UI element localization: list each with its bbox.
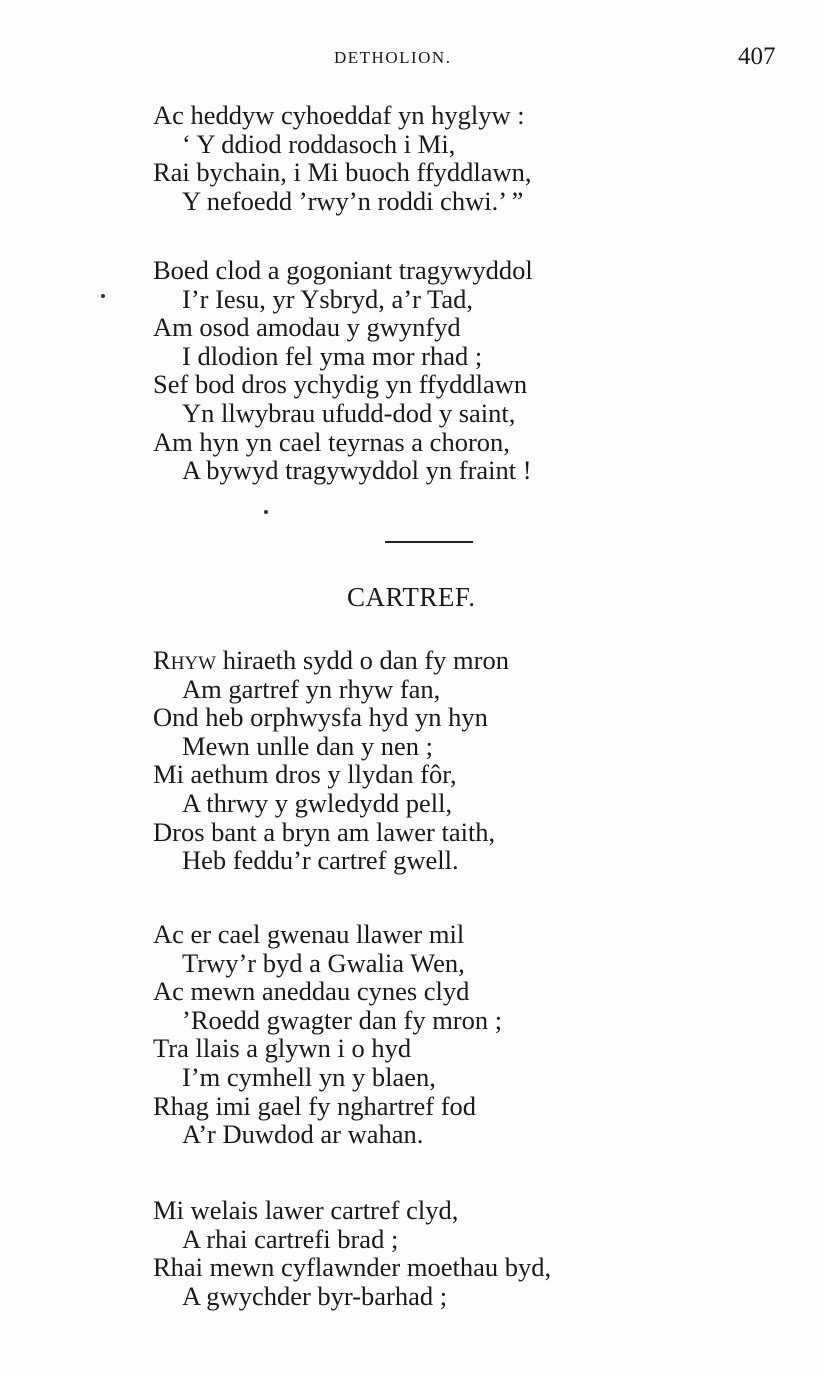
verse-line: I’m cymhell yn y blaen, — [182, 1061, 436, 1092]
verse-line: Y nefoedd ’rwy’n roddi chwi.’ ” — [182, 185, 524, 216]
verse-line: Trwy’r byd a Gwalia Wen, — [182, 947, 465, 978]
verse-line: Am osod amodau y gwynfyd — [153, 312, 461, 343]
verse-line: A thrwy y gwledydd pell, — [182, 787, 453, 818]
print-speck — [264, 510, 268, 514]
verse-line: A’r Duwdod ar wahan. — [182, 1119, 424, 1150]
verse-line: A bywyd tragywyddol yn fraint ! — [182, 455, 532, 486]
verse-line: Boed clod a gogoniant tragywyddol — [153, 255, 533, 285]
print-speck — [101, 294, 105, 298]
verse-line: Yn llwybrau ufudd-dod y saint, — [182, 397, 516, 428]
verse-line: Sef bod dros ychydig yn ffyddlawn — [153, 369, 528, 400]
opening-line-rest: hiraeth sydd o dan fy mron — [216, 645, 509, 675]
verse-line: Tra llais a glywn i o hyd — [153, 1033, 412, 1064]
verse-line: Ac er cael gwenau llawer mil — [153, 919, 465, 949]
verse-line: A rhai cartrefi brad ; — [182, 1223, 399, 1254]
verse-line: I’r Iesu, yr Ysbryd, a’r Tad, — [182, 283, 474, 314]
poem-title: CARTREF. — [347, 582, 476, 612]
verse-line: Ond heb orphwysfa hyd yn hyn — [153, 702, 488, 733]
verse-line: A gwychder byr-barhad ; — [182, 1280, 448, 1311]
opening-word-smallcaps: hyw — [170, 645, 217, 675]
stanza — [153, 920, 502, 1149]
verse-line: I dlodion fel yma mor rhad ; — [182, 340, 483, 371]
verse-line-opening — [153, 646, 509, 675]
verse-line: Mi welais lawer cartref clyd, — [153, 1195, 459, 1225]
verse-line: Am gartref yn rhyw fan, — [182, 673, 441, 704]
opening-letter: R — [153, 645, 171, 675]
stanza — [153, 646, 509, 875]
verse-line: Ac heddyw cyhoeddaf yn hyglyw : — [153, 100, 525, 130]
verse-line: Rhai mewn cyflawnder moethau byd, — [153, 1252, 552, 1283]
verse-line: Ac mewn aneddau cynes clyd — [153, 976, 470, 1007]
stanza — [153, 101, 532, 215]
running-head: DETHOLION. — [334, 48, 452, 67]
verse-line: Mi aethum dros y llydan fôr, — [153, 759, 457, 790]
section-divider — [385, 541, 473, 543]
verse-line: Heb feddu’r cartref gwell. — [182, 845, 459, 876]
stanza — [153, 1196, 551, 1310]
verse-line: ‘ Y ddiod roddasoch i Mi, — [182, 128, 456, 159]
verse-line: Rhag imi gael fy nghartref fod — [153, 1090, 477, 1121]
verse-line: Rai bychain, i Mi buoch ffyddlawn, — [153, 157, 532, 188]
verse-line: Dros bant a bryn am lawer taith, — [153, 816, 496, 847]
verse-line: Am hyn yn cael teyrnas a choron, — [153, 426, 510, 457]
stanza — [153, 256, 533, 485]
verse-line: Mewn unlle dan y nen ; — [182, 730, 433, 761]
page-number: 407 — [738, 43, 776, 70]
verse-line: ’Roedd gwagter dan fy mron ; — [182, 1004, 503, 1035]
